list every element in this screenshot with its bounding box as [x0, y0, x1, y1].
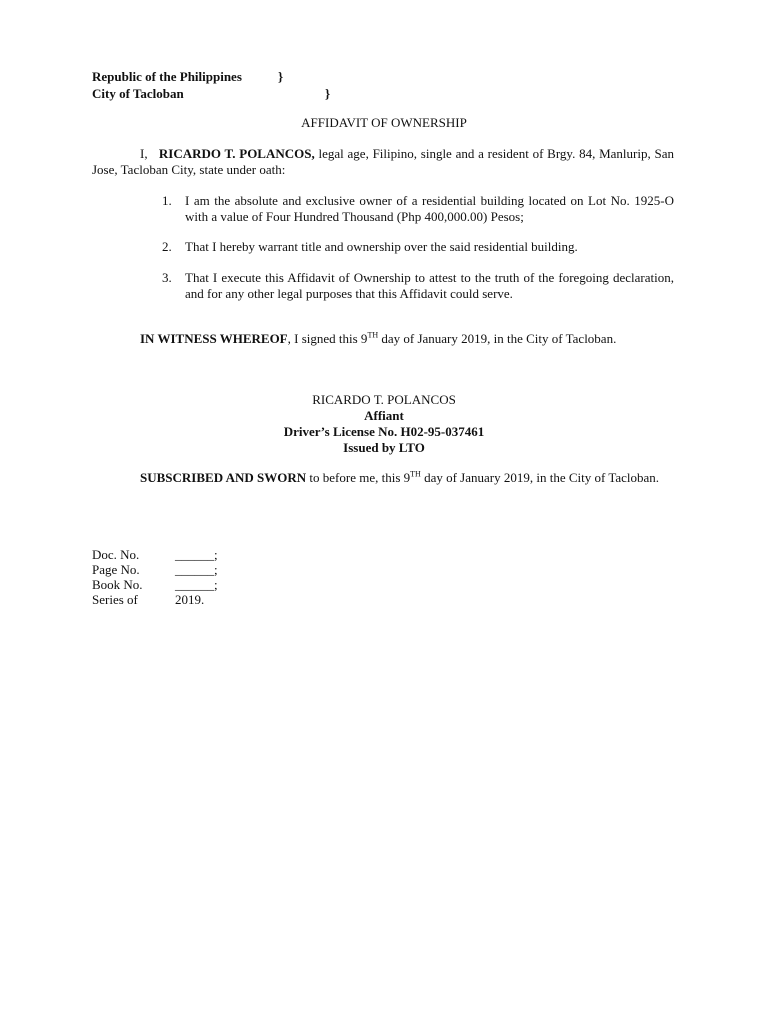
witness-post: day of January 2019, in the City of Tacloban.	[378, 331, 617, 346]
venue-city: City of Tacloban	[92, 86, 184, 101]
registry-series-value: 2019.	[175, 592, 205, 607]
document-title: AFFIDAVIT OF OWNERSHIP	[301, 115, 467, 130]
item-number-3: 3.	[162, 270, 172, 285]
signature-name: RICARDO T. POLANCOS	[312, 392, 456, 407]
affiant-name-inline: RICARDO T. POLANCOS,	[158, 146, 315, 161]
registry-page-value: ______;	[175, 562, 218, 577]
registry-series-label: Series of	[92, 592, 138, 607]
item-text-3: That I execute this Affidavit of Ownership to attest to the truth of the foregoing declaration, and for any other legal purposes that this Affidavit could serve.	[185, 270, 674, 301]
signature-issuer: Issued by LTO	[343, 440, 425, 455]
intro-paragraph	[92, 146, 674, 178]
jurat-ordinal: TH	[410, 469, 421, 479]
jurat-heading: SUBSCRIBED AND SWORN	[140, 470, 307, 485]
jurat-paragraph	[92, 470, 674, 486]
venue-country: Republic of the Philippines	[92, 69, 242, 84]
registry-doc-value: ______;	[175, 547, 218, 562]
registry-doc-label: Doc. No.	[92, 547, 140, 562]
signature-license: Driver’s License No. H02-95-037461	[283, 424, 485, 439]
venue-city-brace: }	[325, 86, 331, 101]
registry-book-value: ______;	[175, 577, 218, 592]
item-text-1: I am the absolute and exclusive owner of a residential building located on Lot No. 1925-O with a value of Four Hundred Thousand (Php 400,000.00) Pesos;	[185, 193, 674, 224]
signature-role: Affiant	[364, 408, 404, 423]
jurat-post: day of January 2019, in the City of Tacloban.	[420, 470, 660, 485]
registry-page-label: Page No.	[92, 562, 140, 577]
witness-paragraph	[92, 331, 674, 347]
registry-book-label: Book No.	[92, 577, 143, 592]
item-number-1: 1.	[162, 193, 172, 208]
venue-country-brace: }	[278, 69, 284, 84]
intro-lead: I,	[140, 146, 148, 161]
intro-rest: legal age, Filipino, single and a resident of Brgy. 84, Manlurip, San Jose, Tacloban City, state under oath:	[92, 146, 674, 177]
witness-heading: IN WITNESS WHEREOF	[140, 331, 288, 346]
witness-pre: , I signed this 9	[287, 331, 368, 346]
witness-ordinal: TH	[367, 330, 379, 340]
item-text-2: That I hereby warrant title and ownership over the said residential building.	[185, 239, 578, 254]
item-number-2: 2.	[162, 239, 172, 254]
jurat-pre: to before me, this 9	[306, 470, 411, 485]
